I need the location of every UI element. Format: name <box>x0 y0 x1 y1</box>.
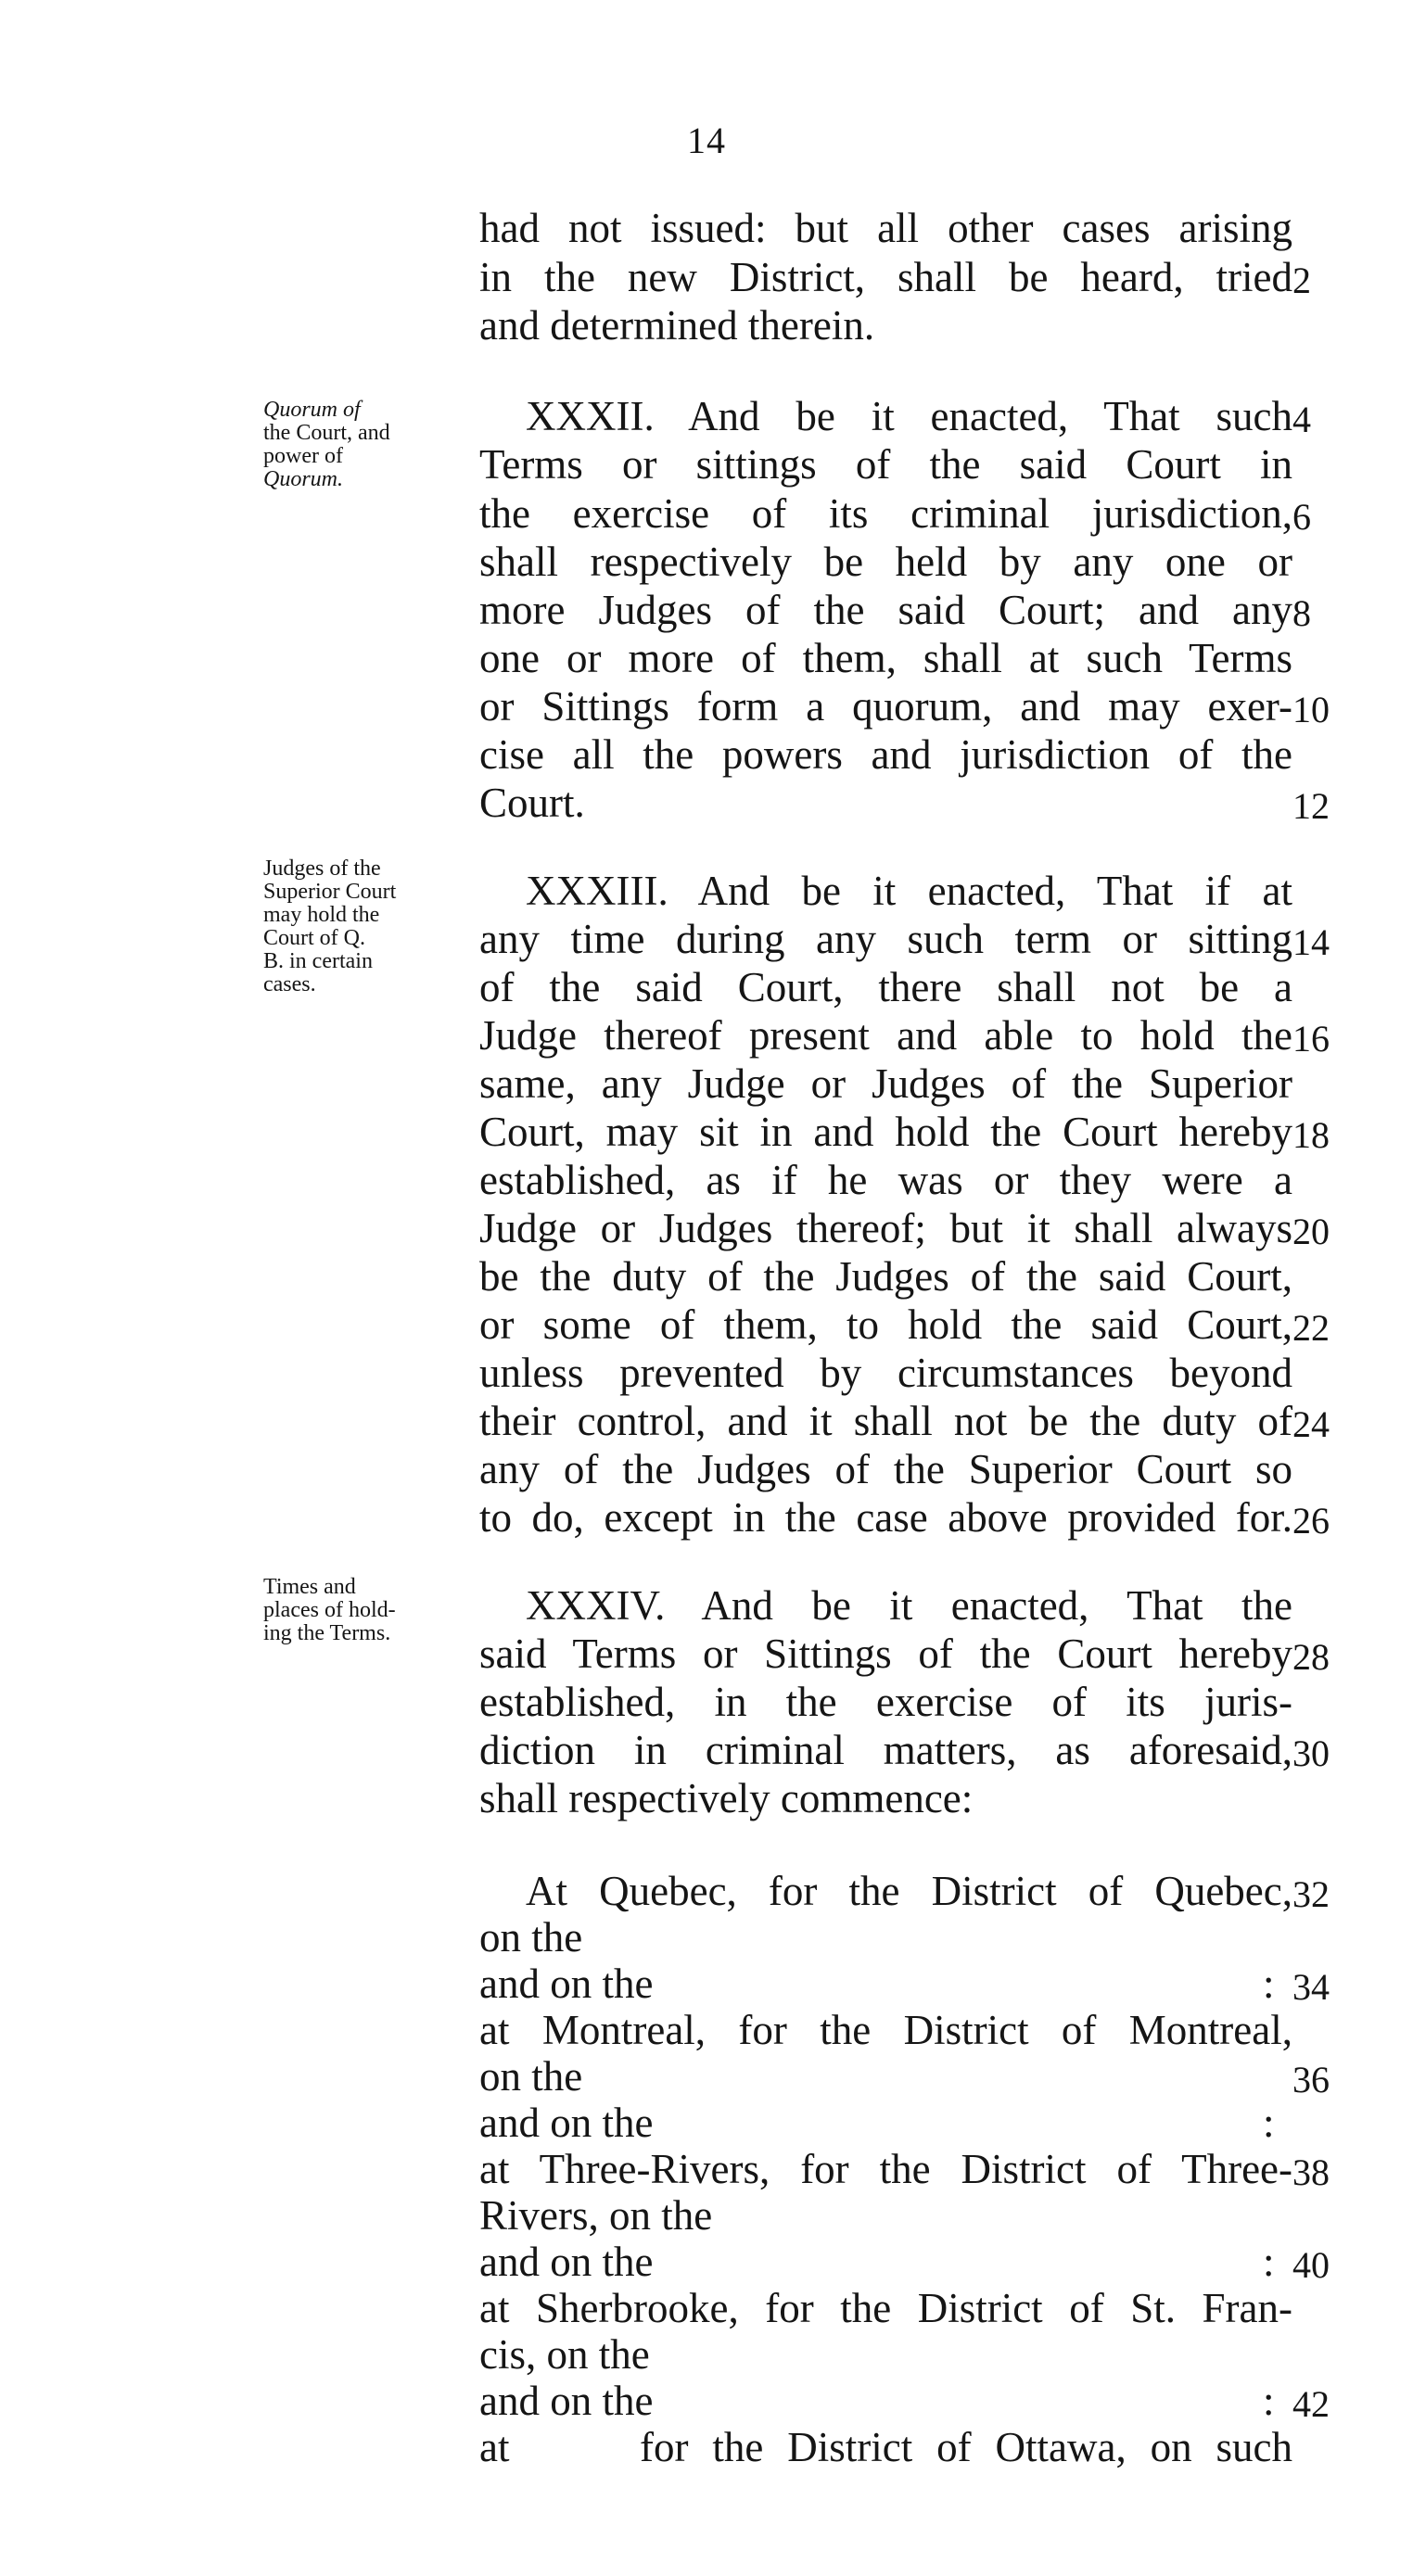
text-line: cise all the powers and jurisdiction of the <box>479 731 1292 778</box>
margin-note-line: B. in certain <box>263 949 373 973</box>
text-line: established, in the exercise of its juris- <box>479 1679 1292 1725</box>
text-line: same, any Judge or Judges of the Superior <box>479 1060 1292 1107</box>
line-number: 20 <box>1292 1211 1330 1252</box>
text-line: and on the <box>479 2100 654 2146</box>
line-number: 6 <box>1292 496 1311 538</box>
margin-note-line: Superior Court <box>263 880 397 904</box>
text-line: their control, and it shall not be the duty of <box>479 1398 1292 1444</box>
line-number: 36 <box>1292 2059 1330 2100</box>
colon-fill: : <box>1263 2378 1275 2424</box>
line-number: 2 <box>1292 260 1311 301</box>
margin-note-line: places of hold- <box>263 1598 396 1622</box>
section-heading-line: XXXIV. And be it enacted, That the <box>526 1582 1292 1629</box>
margin-note <box>263 857 449 996</box>
colon-fill: : <box>1263 1961 1275 2007</box>
margin-note-line: power of <box>263 444 343 468</box>
text-line: diction in criminal matters, as aforesaid, <box>479 1727 1292 1773</box>
margin-note-line: Quorum. <box>263 467 344 491</box>
line-number: 16 <box>1292 1018 1330 1060</box>
text-line: at Montreal, for the District of Montreal, <box>479 2007 1292 2053</box>
line-number: 8 <box>1292 592 1311 634</box>
line-number: 42 <box>1292 2383 1330 2425</box>
margin-note-line: ing the Terms. <box>263 1621 391 1645</box>
text-line: Terms or sittings of the said Court in <box>479 441 1292 488</box>
text-line: established, as if he was or they were a <box>479 1157 1292 1203</box>
text-line: be the duty of the Judges of the said Court, <box>479 1253 1292 1300</box>
text-line: or some of them, to hold the said Court, <box>479 1301 1292 1348</box>
margin-note-line: the Court, and <box>263 421 390 445</box>
text-line: in the new District, shall be heard, tried <box>479 254 1292 300</box>
line-number: 34 <box>1292 1966 1330 2008</box>
text-line: and determined therein. <box>479 302 875 349</box>
text-line: the exercise of its criminal jurisdiction, <box>479 490 1292 537</box>
text-line: At Quebec, for the District of Quebec, <box>526 1868 1292 1914</box>
line-number: 30 <box>1292 1732 1330 1774</box>
line-number: 38 <box>1292 2151 1330 2193</box>
section-heading-line: XXXII. And be it enacted, That such <box>526 393 1292 439</box>
text-line: on the <box>479 2053 583 2100</box>
line-number: 14 <box>1292 921 1330 963</box>
section-heading-line: XXXIII. And be it enacted, That if at <box>526 868 1292 914</box>
line-number: 10 <box>1292 689 1330 730</box>
text-line: said Terms or Sittings of the Court hereby <box>479 1631 1292 1677</box>
line-number: 32 <box>1292 1873 1330 1915</box>
text-line: had not issued: but all other cases arising <box>479 205 1292 251</box>
text-line: any time during any such term or sitting <box>479 916 1292 962</box>
text-line: one or more of them, shall at such Terms <box>479 635 1292 681</box>
margin-note-line: Court of Q. <box>263 926 365 950</box>
page-number: 14 <box>687 120 726 161</box>
text-line: and on the <box>479 2378 654 2424</box>
text-line: shall respectively be held by any one or <box>479 539 1292 585</box>
line-number: 24 <box>1292 1403 1330 1445</box>
line-number: 4 <box>1292 399 1311 440</box>
text-line: unless prevented by circumstances beyond <box>479 1350 1292 1396</box>
line-number: 28 <box>1292 1636 1330 1678</box>
text-line: Court, may sit in and hold the Court hereby <box>479 1109 1292 1155</box>
text-line: and on the <box>479 2239 654 2285</box>
text-line: and on the <box>479 1961 654 2007</box>
line-number: 40 <box>1292 2244 1330 2286</box>
text-line: at Sherbrooke, for the District of St. Fran- <box>479 2285 1292 2331</box>
margin-note-line: cases. <box>263 972 316 996</box>
text-line: shall respectively commence: <box>479 1775 974 1821</box>
blank-place-lead: at <box>479 2424 510 2470</box>
text-line: or Sittings form a quorum, and may exer- <box>479 683 1292 730</box>
text-line: to do, except in the case above provided for. <box>479 1494 1292 1541</box>
text-line: any of the Judges of the Superior Court so <box>479 1446 1292 1492</box>
margin-note <box>263 1576 449 1645</box>
margin-note-line: Quorum of <box>263 398 361 422</box>
margin-note-line: Times and <box>263 1575 356 1599</box>
text-line: Rivers, on the <box>479 2192 713 2239</box>
margin-note <box>263 399 449 491</box>
text-line: at Three-Rivers, for the District of Three- <box>479 2146 1292 2192</box>
colon-fill: : <box>1263 2100 1275 2146</box>
line-number: 26 <box>1292 1500 1330 1542</box>
margin-note-line: Judges of the <box>263 857 381 881</box>
text-line: Judge thereof present and able to hold the <box>479 1012 1292 1059</box>
colon-fill: : <box>1263 2239 1275 2285</box>
line-number: 22 <box>1292 1307 1330 1349</box>
line-number: 18 <box>1292 1114 1330 1156</box>
text-line: Judge or Judges thereof; but it shall always <box>479 1205 1292 1251</box>
text-line: Court. <box>479 780 585 826</box>
text-line: more Judges of the said Court; and any <box>479 587 1292 633</box>
text-line: cis, on the <box>479 2331 650 2378</box>
margin-note-line: may hold the <box>263 903 380 927</box>
text-line: of the said Court, there shall not be a <box>479 964 1292 1010</box>
text-line: on the <box>479 1914 583 1961</box>
text-line: for the District of Ottawa, on such <box>640 2424 1292 2470</box>
line-number: 12 <box>1292 785 1330 827</box>
